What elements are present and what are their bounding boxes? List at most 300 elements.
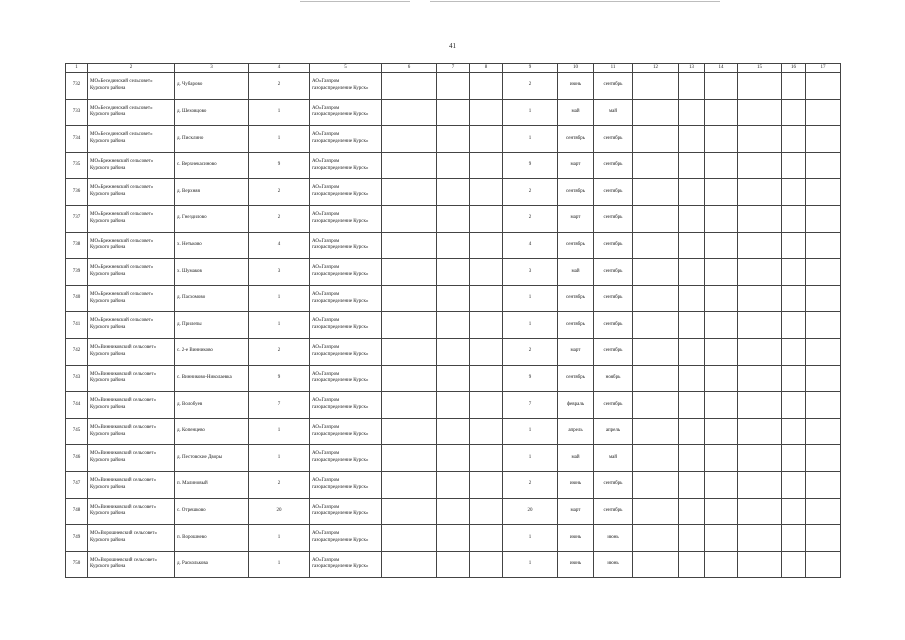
table-row: [66, 471, 841, 498]
empty-cell: [382, 365, 437, 392]
empty-cell: [470, 205, 503, 232]
empty-cell: [382, 392, 437, 419]
quantity-cell-text: 2: [528, 481, 532, 487]
count-cell: [249, 259, 310, 286]
organization-cell: [310, 312, 382, 339]
column-number: 10: [558, 64, 594, 73]
organization-cell-text: АО«Газпром газораспределение Курск»: [312, 185, 369, 198]
empty-cell: [437, 365, 470, 392]
count-cell: [249, 152, 310, 179]
count-cell: [249, 232, 310, 259]
column-number: 3: [175, 64, 249, 73]
page-number: 41: [449, 42, 456, 50]
empty-cell: [806, 179, 841, 206]
empty-cell: [437, 99, 470, 126]
start-month-cell: [558, 312, 594, 339]
empty-cell: [782, 259, 806, 286]
column-number: 14: [705, 64, 738, 73]
empty-cell: [782, 471, 806, 498]
table-row: [66, 285, 841, 312]
empty-cell: [437, 551, 470, 578]
empty-cell: [782, 445, 806, 472]
row-number-cell-text: 732: [72, 82, 81, 88]
end-month-cell: [594, 205, 633, 232]
municipality-cell: [88, 99, 175, 126]
empty-cell: [679, 365, 705, 392]
end-month-cell-text: сентябрь: [603, 241, 623, 247]
end-month-cell-text: сентябрь: [603, 188, 623, 194]
end-month-cell: [594, 179, 633, 206]
quantity-cell: [503, 285, 558, 312]
empty-cell: [782, 152, 806, 179]
empty-cell: [633, 392, 679, 419]
settlement-cell-text: х. Шумаков: [177, 268, 202, 274]
start-month-cell: [558, 338, 594, 365]
empty-cell: [679, 285, 705, 312]
settlement-cell-text: х. Нетьково: [177, 241, 202, 247]
empty-cell: [738, 73, 782, 100]
empty-cell: [782, 551, 806, 578]
row-number-cell-text: 741: [72, 321, 81, 327]
start-month-cell: [558, 365, 594, 392]
empty-cell: [633, 445, 679, 472]
empty-cell: [705, 259, 738, 286]
empty-cell: [470, 312, 503, 339]
settlement-cell-text: с. Верхнекасиново: [177, 162, 217, 168]
quantity-cell: [503, 179, 558, 206]
organization-cell: [310, 418, 382, 445]
empty-cell: [806, 365, 841, 392]
empty-cell: [806, 259, 841, 286]
empty-cell: [705, 551, 738, 578]
table-row: [66, 445, 841, 472]
empty-cell: [738, 498, 782, 525]
column-number: 12: [633, 64, 679, 73]
end-month-cell-text: май: [608, 454, 618, 460]
empty-cell: [705, 179, 738, 206]
end-month-cell: [594, 365, 633, 392]
table-row: [66, 498, 841, 525]
settlement-cell-text: п. Ворошнево: [177, 534, 207, 540]
empty-cell: [382, 99, 437, 126]
empty-cell: [806, 525, 841, 552]
quantity-cell: [503, 126, 558, 153]
empty-cell: [470, 445, 503, 472]
municipality-cell: [88, 285, 175, 312]
row-number-cell-text: 749: [72, 534, 81, 540]
settlement-cell-text: д. Шеховцово: [177, 109, 207, 115]
end-month-cell-text: сентябрь: [603, 321, 623, 327]
settlement-cell: [175, 418, 249, 445]
organization-cell: [310, 99, 382, 126]
start-month-cell: [558, 418, 594, 445]
row-number-cell: [66, 99, 88, 126]
organization-cell: [310, 551, 382, 578]
empty-cell: [782, 418, 806, 445]
empty-cell: [782, 498, 806, 525]
organization-cell-text: АО«Газпром газораспределение Курск»: [312, 531, 369, 543]
column-number: 6: [382, 64, 437, 73]
empty-cell: [382, 205, 437, 232]
row-number-cell-text: 734: [72, 135, 81, 141]
organization-cell: [310, 365, 382, 392]
empty-cell: [470, 285, 503, 312]
empty-cell: [738, 259, 782, 286]
count-cell: [249, 418, 310, 445]
start-month-cell-text: сентябрь: [566, 135, 585, 141]
empty-cell: [738, 285, 782, 312]
organization-cell-text: АО«Газпром газораспределение Курск»: [312, 451, 369, 464]
count-cell-text: 2: [277, 481, 281, 487]
quantity-cell-text: 9: [528, 374, 532, 380]
end-month-cell: [594, 152, 633, 179]
start-month-cell: [558, 179, 594, 206]
end-month-cell-text: июнь: [607, 561, 619, 567]
empty-cell: [679, 338, 705, 365]
quantity-cell-text: 1: [528, 534, 532, 540]
count-cell-text: 1: [277, 295, 281, 301]
start-month-cell-text: июнь: [569, 82, 582, 88]
start-month-cell-text: март: [570, 215, 581, 221]
empty-cell: [382, 152, 437, 179]
end-month-cell: [594, 471, 633, 498]
empty-cell: [382, 551, 437, 578]
empty-cell: [633, 205, 679, 232]
municipality-cell-text: МО«Брежневский сельсовет» Курского района: [90, 265, 154, 277]
settlement-cell: [175, 445, 249, 472]
end-month-cell: [594, 445, 633, 472]
empty-cell: [738, 418, 782, 445]
start-month-cell: [558, 551, 594, 578]
end-month-cell: [594, 525, 633, 552]
empty-cell: [437, 73, 470, 100]
count-cell: [249, 285, 310, 312]
start-month-cell: [558, 471, 594, 498]
row-number-cell: [66, 126, 88, 153]
empty-cell: [470, 99, 503, 126]
count-cell-text: 1: [277, 454, 281, 460]
empty-cell: [705, 365, 738, 392]
municipality-cell-text: МО«Винниковский сельсовет» Курского района: [90, 477, 157, 490]
start-month-cell-text: июнь: [569, 534, 582, 540]
row-number-cell: [66, 445, 88, 472]
start-month-cell: [558, 498, 594, 525]
organization-cell: [310, 126, 382, 153]
table-row: [66, 312, 841, 339]
empty-cell: [382, 312, 437, 339]
organization-cell: [310, 259, 382, 286]
table-row: [66, 99, 841, 126]
empty-cell: [705, 498, 738, 525]
column-number: 17: [806, 64, 841, 73]
empty-cell: [705, 312, 738, 339]
start-month-cell-text: март: [570, 507, 581, 513]
count-cell-text: 9: [277, 374, 281, 380]
organization-cell: [310, 205, 382, 232]
empty-cell: [470, 392, 503, 419]
start-month-cell-text: сентябрь: [566, 321, 585, 327]
settlement-cell-text: д. Пасхомово: [177, 295, 206, 301]
end-month-cell: [594, 392, 633, 419]
empty-cell: [679, 392, 705, 419]
row-number-cell-text: 739: [72, 268, 81, 274]
quantity-cell-text: 1: [528, 109, 532, 115]
row-number-cell: [66, 73, 88, 100]
organization-cell-text: АО«Газпром газораспределение Курск»: [312, 424, 369, 437]
empty-cell: [806, 338, 841, 365]
organization-cell-text: АО«Газпром газораспределение Курск»: [312, 238, 369, 251]
table-row: [66, 525, 841, 552]
settlement-cell: [175, 232, 249, 259]
empty-cell: [679, 498, 705, 525]
empty-cell: [738, 392, 782, 419]
settlement-cell-text: д. Верхняя: [177, 188, 200, 194]
organization-cell: [310, 152, 382, 179]
empty-cell: [633, 418, 679, 445]
municipality-cell-text: МО«Бесединский сельсовет» Курского района: [90, 79, 153, 91]
empty-cell: [782, 312, 806, 339]
municipality-cell: [88, 418, 175, 445]
empty-cell: [633, 338, 679, 365]
empty-cell: [382, 525, 437, 552]
empty-cell: [679, 179, 705, 206]
row-number-cell-text: 737: [72, 215, 81, 221]
column-number: 8: [470, 64, 503, 73]
empty-cell: [705, 285, 738, 312]
municipality-cell-text: МО«Винниковский сельсовет» Курского района: [90, 398, 157, 410]
municipality-cell: [88, 338, 175, 365]
row-number-cell: [66, 259, 88, 286]
municipality-cell-text: МО«Брежневский сельсовет» Курского района: [90, 158, 154, 171]
empty-cell: [382, 498, 437, 525]
empty-cell: [437, 312, 470, 339]
empty-cell: [806, 445, 841, 472]
empty-cell: [470, 525, 503, 552]
quantity-cell: [503, 525, 558, 552]
end-month-cell-text: май: [608, 109, 618, 115]
settlement-cell: [175, 99, 249, 126]
empty-cell: [738, 471, 782, 498]
column-number: 9: [503, 64, 558, 73]
empty-cell: [470, 259, 503, 286]
table-row: [66, 179, 841, 206]
empty-cell: [782, 126, 806, 153]
organization-cell-text: АО«Газпром газораспределение Курск»: [312, 132, 369, 144]
empty-cell: [470, 152, 503, 179]
settlement-cell: [175, 259, 249, 286]
empty-cell: [782, 73, 806, 100]
end-month-cell-text: сентябрь: [603, 82, 623, 88]
organization-cell-text: АО«Газпром газораспределение Курск»: [312, 477, 369, 490]
start-month-cell-text: март: [570, 162, 581, 168]
quantity-cell-text: 9: [528, 162, 532, 168]
municipality-cell-text: МО«Бесединский сельсовет» Курского района: [90, 105, 153, 118]
start-month-cell-text: май: [571, 109, 580, 115]
column-number: 2: [88, 64, 175, 73]
settlement-cell: [175, 338, 249, 365]
count-cell: [249, 392, 310, 419]
column-number: 16: [782, 64, 806, 73]
empty-cell: [470, 471, 503, 498]
count-cell-text: 2: [277, 215, 281, 221]
organization-cell: [310, 73, 382, 100]
start-month-cell-text: апрель: [568, 428, 583, 434]
empty-cell: [470, 498, 503, 525]
municipality-cell: [88, 445, 175, 472]
empty-cell: [705, 525, 738, 552]
empty-cell: [470, 179, 503, 206]
quantity-cell-text: 1: [528, 454, 532, 460]
empty-cell: [738, 99, 782, 126]
count-cell-text: 1: [277, 109, 281, 115]
end-month-cell-text: сентябрь: [603, 215, 623, 221]
empty-cell: [470, 338, 503, 365]
start-month-cell: [558, 525, 594, 552]
settlement-cell: [175, 179, 249, 206]
row-number-cell-text: 733: [72, 109, 81, 115]
quantity-cell-text: 2: [528, 348, 532, 354]
empty-cell: [782, 338, 806, 365]
settlement-cell: [175, 205, 249, 232]
settlement-cell-text: д. Расколькова: [177, 561, 208, 567]
empty-cell: [679, 445, 705, 472]
empty-cell: [705, 152, 738, 179]
empty-cell: [679, 471, 705, 498]
end-month-cell: [594, 232, 633, 259]
settlement-cell-text: д. Прилепы: [177, 321, 202, 327]
empty-cell: [382, 259, 437, 286]
quantity-cell-text: 7: [528, 401, 532, 407]
organization-cell-text: АО«Газпром газораспределение Курск»: [312, 398, 369, 410]
empty-cell: [738, 445, 782, 472]
end-month-cell: [594, 285, 633, 312]
count-cell: [249, 99, 310, 126]
end-month-cell-text: сентябрь: [603, 481, 623, 487]
row-number-cell: [66, 392, 88, 419]
quantity-cell-text: 2: [528, 215, 532, 221]
end-month-cell-text: сентябрь: [603, 135, 623, 141]
row-number-cell-text: 747: [72, 481, 81, 487]
empty-cell: [437, 471, 470, 498]
quantity-cell-text: 1: [528, 561, 532, 567]
end-month-cell: [594, 338, 633, 365]
row-number-cell: [66, 179, 88, 206]
organization-cell: [310, 338, 382, 365]
row-number-cell: [66, 365, 88, 392]
empty-cell: [782, 525, 806, 552]
empty-cell: [382, 73, 437, 100]
start-month-cell: [558, 445, 594, 472]
column-number: 15: [738, 64, 782, 73]
organization-cell: [310, 445, 382, 472]
count-cell-text: 1: [277, 135, 281, 141]
empty-cell: [470, 126, 503, 153]
row-number-cell-text: 744: [72, 401, 81, 407]
empty-cell: [738, 126, 782, 153]
empty-cell: [738, 232, 782, 259]
count-cell-text: 4: [277, 241, 281, 247]
empty-cell: [382, 179, 437, 206]
start-month-cell: [558, 259, 594, 286]
empty-cell: [633, 152, 679, 179]
organization-cell-text: АО«Газпром газораспределение Курск»: [312, 158, 369, 171]
organization-cell-text: АО«Газпром газораспределение Курск»: [312, 79, 369, 91]
column-number: 11: [594, 64, 633, 73]
empty-cell: [806, 498, 841, 525]
empty-cell: [679, 205, 705, 232]
table-row: [66, 152, 841, 179]
empty-cell: [705, 338, 738, 365]
start-month-cell: [558, 73, 594, 100]
count-cell: [249, 551, 310, 578]
municipality-cell-text: МО«Брежневский сельсовет» Курского района: [90, 318, 154, 331]
scan-edge-line-left: [300, 1, 410, 2]
table-row: [66, 418, 841, 445]
empty-cell: [633, 179, 679, 206]
end-month-cell-text: сентябрь: [603, 507, 623, 513]
empty-cell: [738, 338, 782, 365]
row-number-cell-text: 740: [72, 295, 81, 301]
count-cell: [249, 471, 310, 498]
empty-cell: [782, 285, 806, 312]
quantity-cell: [503, 205, 558, 232]
row-number-cell: [66, 285, 88, 312]
start-month-cell: [558, 285, 594, 312]
quantity-cell: [503, 392, 558, 419]
column-number: 13: [679, 64, 705, 73]
quantity-cell-text: 1: [528, 135, 532, 141]
empty-cell: [806, 232, 841, 259]
empty-cell: [470, 73, 503, 100]
end-month-cell-text: сентябрь: [603, 162, 623, 168]
quantity-cell-text: 1: [528, 295, 532, 301]
empty-cell: [437, 338, 470, 365]
count-cell: [249, 338, 310, 365]
empty-cell: [437, 285, 470, 312]
municipality-cell: [88, 525, 175, 552]
organization-cell-text: АО«Газпром газораспределение Курск»: [312, 371, 369, 384]
empty-cell: [382, 471, 437, 498]
start-month-cell: [558, 152, 594, 179]
empty-cell: [437, 498, 470, 525]
quantity-cell: [503, 365, 558, 392]
end-month-cell-text: апрель: [605, 428, 621, 434]
table-row: [66, 232, 841, 259]
empty-cell: [470, 365, 503, 392]
quantity-cell: [503, 471, 558, 498]
empty-cell: [382, 338, 437, 365]
organization-cell: [310, 179, 382, 206]
column-number: 1: [66, 64, 88, 73]
empty-cell: [633, 73, 679, 100]
start-month-cell: [558, 126, 594, 153]
municipality-cell-text: МО«Брежневский сельсовет» Курского района: [90, 212, 154, 224]
empty-cell: [633, 285, 679, 312]
empty-cell: [782, 179, 806, 206]
municipality-cell: [88, 498, 175, 525]
row-number-cell-text: 746: [72, 454, 81, 460]
organization-cell: [310, 232, 382, 259]
row-number-cell-text: 748: [72, 507, 81, 513]
count-cell-text: 9: [277, 162, 281, 168]
quantity-cell: [503, 498, 558, 525]
quantity-cell: [503, 312, 558, 339]
empty-cell: [738, 365, 782, 392]
settlement-cell-text: д. Копенцево: [177, 428, 205, 434]
table-row: [66, 365, 841, 392]
empty-cell: [437, 525, 470, 552]
start-month-cell-text: сентябрь: [566, 295, 585, 301]
